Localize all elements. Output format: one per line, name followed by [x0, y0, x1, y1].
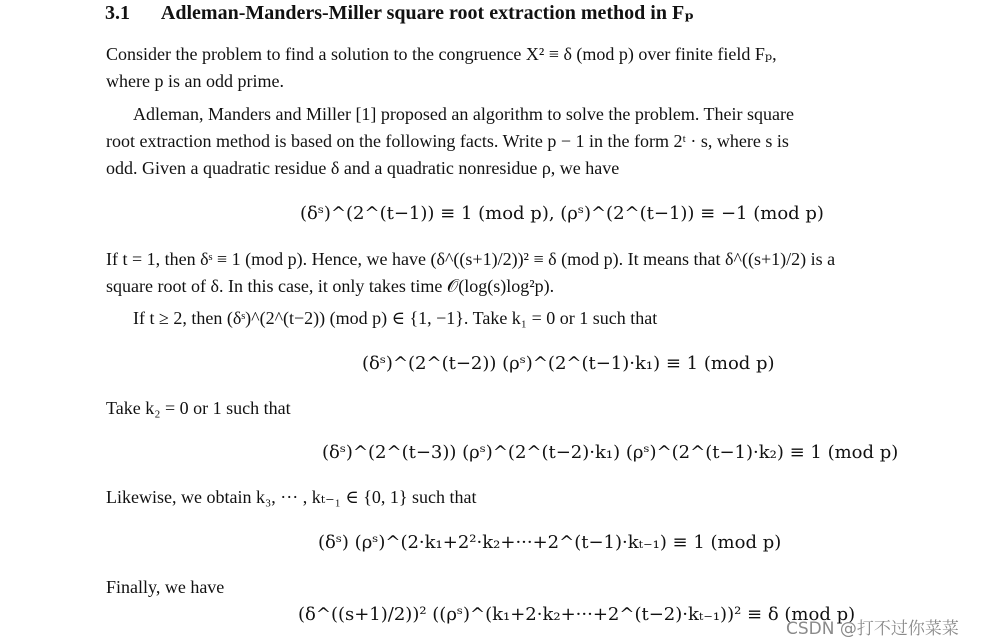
paragraph-5-line-1: Take k₂ = 0 or 1 such that — [106, 398, 291, 418]
equation-1: (δˢ)^(2^(t−1)) ≡ 1 (mod p), (ρˢ)^(2^(t−1)) ≡ −1 (mod p) — [300, 203, 824, 224]
paragraph-2-line-2: root extraction method is based on the following facts. Write p − 1 in the form 2ᵗ · s, where s is — [106, 131, 789, 151]
equation-5: (δ^((s+1)/2))² ((ρˢ)^(k₁+2·k₂+···+2^(t−2)·kₜ₋₁))² ≡ δ (mod p) — [298, 604, 856, 625]
paragraph-2-line-1: Adleman, Manders and Miller [1] proposed an algorithm to solve the problem. Their square — [133, 104, 794, 124]
equation-4: (δˢ) (ρˢ)^(2·k₁+2²·k₂+···+2^(t−1)·kₜ₋₁) ≡ 1 (mod p) — [318, 532, 782, 553]
paragraph-1-line-1: Consider the problem to find a solution to the congruence X² ≡ δ (mod p) over finite field Fₚ, — [106, 44, 777, 64]
section-heading — [105, 0, 694, 25]
equation-3: (δˢ)^(2^(t−3)) (ρˢ)^(2^(t−2)·k₁) (ρˢ)^(2^(t−1)·k₂) ≡ 1 (mod p) — [322, 442, 899, 463]
paragraph-1-line-2: where p is an odd prime. — [106, 71, 284, 91]
paragraph-4-line-1: If t ≥ 2, then (δˢ)^(2^(t−2)) (mod p) ∈ {1, −1}. Take k₁ = 0 or 1 such that — [133, 308, 658, 328]
paragraph-2-line-3: odd. Given a quadratic residue δ and a quadratic nonresidue ρ, we have — [106, 158, 620, 178]
section-number: 3.1 — [105, 2, 130, 24]
section-title: Adleman-Manders-Miller square root extraction method in Fₚ — [160, 2, 695, 24]
paragraph-7-line-1: Finally, we have — [106, 577, 225, 597]
paragraph-3-line-1: If t = 1, then δˢ ≡ 1 (mod p). Hence, we have (δ^((s+1)/2))² ≡ δ (mod p). It means that δ^((s+1)/2) is a — [106, 249, 836, 269]
paragraph-6-line-1: Likewise, we obtain k₃, ··· , kₜ₋₁ ∈ {0, 1} such that — [106, 487, 477, 507]
paragraph-3-line-2: square root of δ. In this case, it only takes time 𝒪(log(s)log²p). — [106, 276, 555, 296]
equation-2: (δˢ)^(2^(t−2)) (ρˢ)^(2^(t−1)·k₁) ≡ 1 (mod p) — [362, 353, 775, 374]
csdn-watermark: CSDN @打不过你菜菜 — [786, 619, 959, 639]
